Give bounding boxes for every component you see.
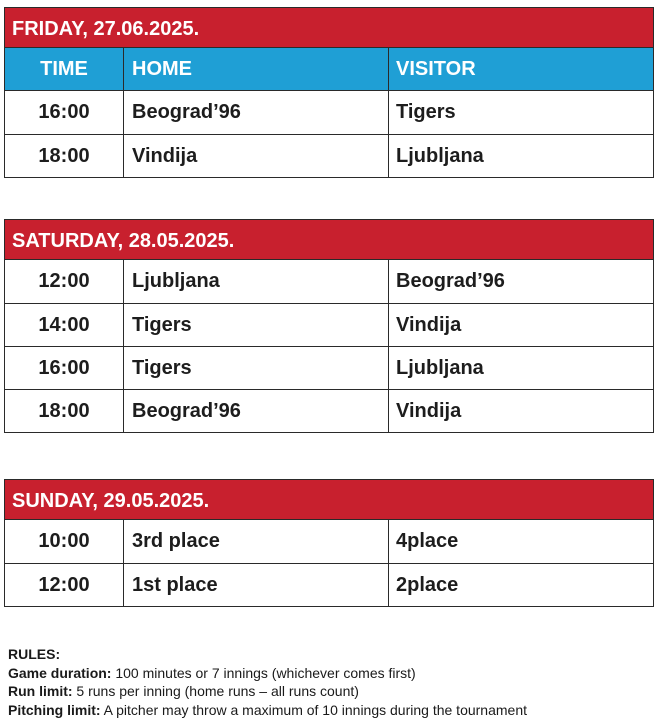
rule-pitching-limit bbox=[8, 701, 656, 720]
column-header-row bbox=[5, 48, 653, 91]
day-header-saturday: SATURDAY, 28.05.2025. bbox=[5, 220, 653, 260]
visitor-team: 2place bbox=[396, 573, 459, 596]
rule-text: A pitcher may throw a maximum of 10 innings during the tournament bbox=[100, 701, 528, 718]
game-time: 16:00 bbox=[5, 91, 124, 134]
game-time: 14:00 bbox=[5, 304, 124, 346]
rule-label: Game duration: bbox=[8, 664, 112, 681]
visitor-team: Vindija bbox=[396, 313, 462, 336]
friday-schedule-table bbox=[4, 7, 654, 178]
rule-text: 5 runs per inning (home runs – all runs count) bbox=[72, 683, 359, 699]
visitor-team: Tigers bbox=[396, 101, 456, 123]
column-header-time: TIME bbox=[5, 48, 124, 90]
game-time: 12:00 bbox=[5, 564, 124, 606]
visitor-team: Ljubljana bbox=[396, 356, 484, 379]
game-time: 12:00 bbox=[5, 260, 124, 303]
visitor-team: Vindija bbox=[396, 399, 462, 422]
rule-text: 100 minutes or 7 innings (whichever comes first) bbox=[111, 664, 416, 681]
visitor-team: Beograd’96 bbox=[396, 270, 505, 292]
home-team: Beograd’96 bbox=[124, 390, 389, 432]
home-team: Vindija bbox=[124, 135, 389, 177]
table-row bbox=[5, 134, 653, 177]
game-time: 18:00 bbox=[5, 135, 124, 177]
sunday-schedule-table bbox=[4, 479, 654, 607]
column-header-home: HOME bbox=[124, 48, 389, 90]
rule-run-limit bbox=[8, 682, 656, 701]
home-team: Tigers bbox=[124, 304, 389, 346]
home-team: Tigers bbox=[124, 347, 389, 389]
saturday-schedule-table bbox=[4, 219, 654, 433]
rule-label: Pitching limit: bbox=[8, 701, 101, 718]
game-time: 10:00 bbox=[5, 520, 124, 563]
rules-heading: RULES: bbox=[8, 646, 61, 662]
table-row bbox=[5, 303, 653, 346]
rule-game-duration bbox=[8, 664, 656, 683]
home-team: Beograd’96 bbox=[124, 91, 389, 134]
game-time: 16:00 bbox=[5, 347, 124, 389]
day-header-sunday: SUNDAY, 29.05.2025. bbox=[5, 480, 653, 520]
table-row bbox=[5, 563, 653, 606]
home-team: Ljubljana bbox=[124, 260, 389, 303]
table-row bbox=[5, 389, 653, 432]
column-header-visitor: VISITOR bbox=[396, 57, 476, 80]
home-team: 3rd place bbox=[124, 520, 389, 563]
day-header-friday: FRIDAY, 27.06.2025. bbox=[5, 8, 653, 48]
table-row bbox=[5, 91, 653, 134]
game-time: 18:00 bbox=[5, 390, 124, 432]
visitor-team: 4place bbox=[396, 530, 459, 552]
table-row bbox=[5, 346, 653, 389]
table-row bbox=[5, 520, 653, 563]
rules-section bbox=[8, 645, 656, 719]
home-team: 1st place bbox=[124, 564, 389, 606]
table-row bbox=[5, 260, 653, 303]
rule-label: Run limit: bbox=[8, 683, 73, 699]
visitor-team: Ljubljana bbox=[396, 144, 484, 167]
